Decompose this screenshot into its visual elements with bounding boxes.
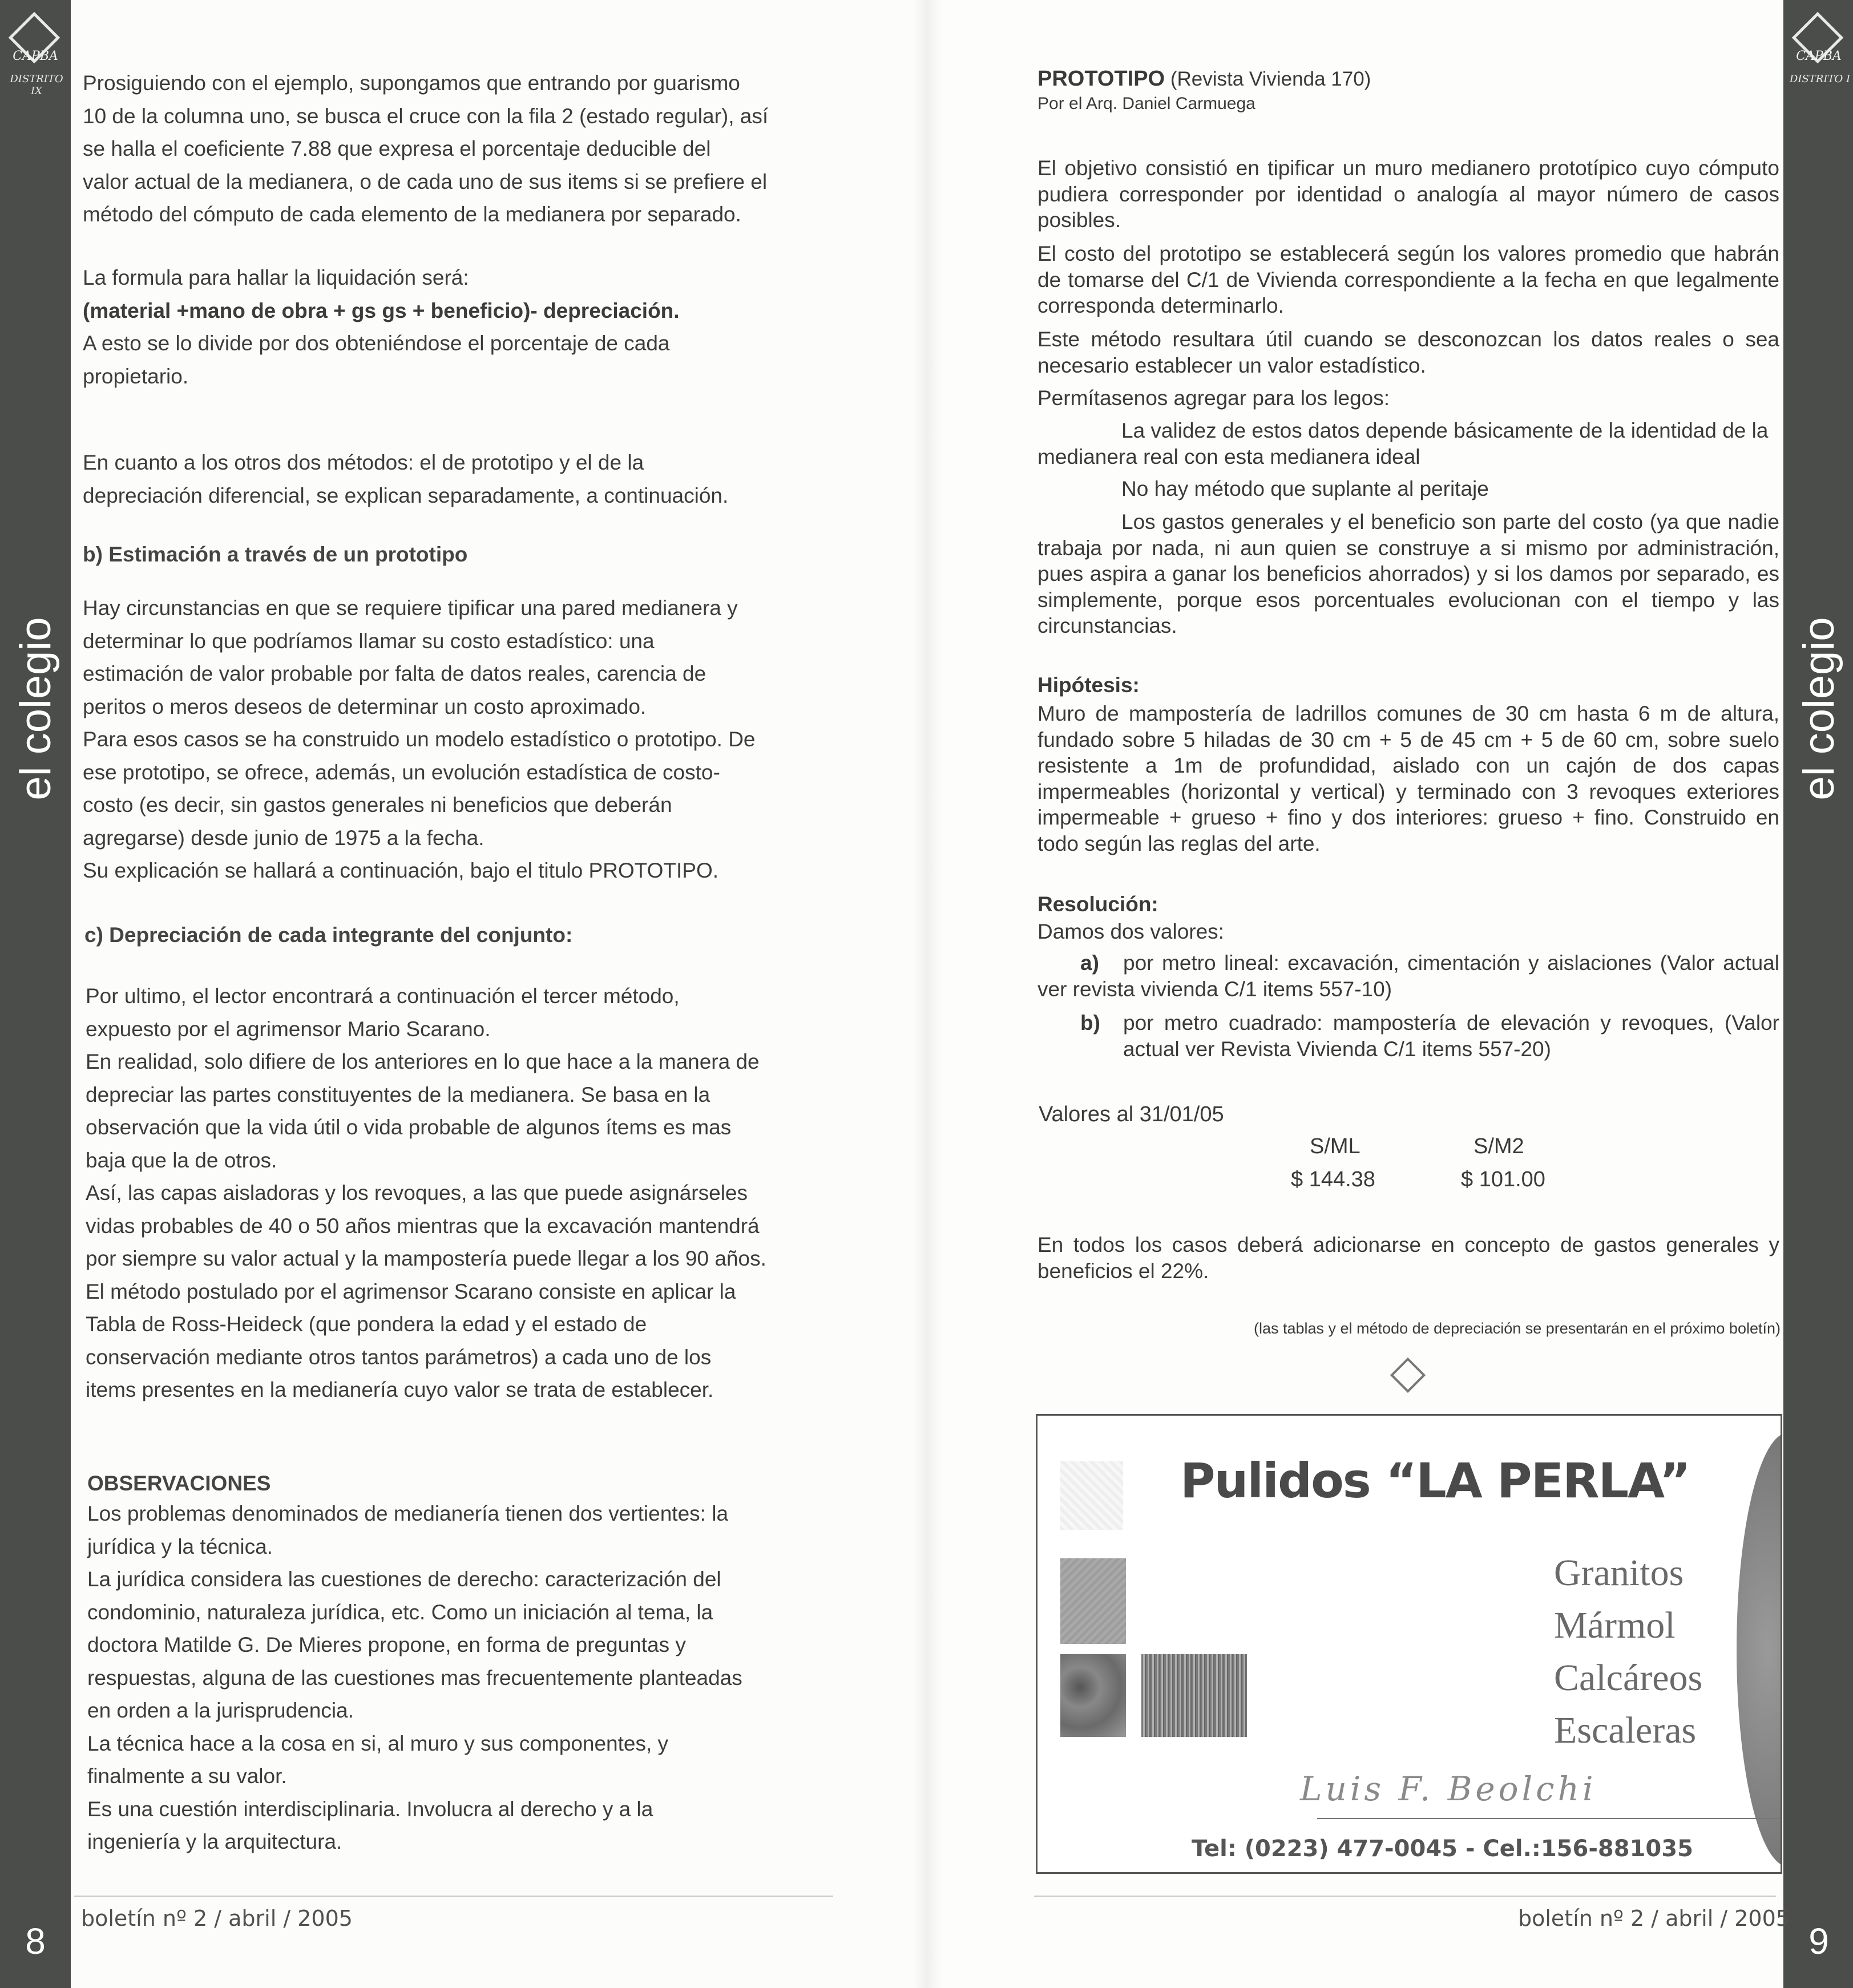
text-line: jurídica y la técnica. xyxy=(87,1534,273,1558)
text-line: valor actual de la medianera, o de cada uno de sus items si se prefiere el xyxy=(83,169,768,193)
text-line: depreciación diferencial, se explican separadamente, a continuación. xyxy=(83,483,729,507)
text-line: finalmente a su valor. xyxy=(87,1764,287,1788)
granite-swatch-4 xyxy=(1141,1654,1247,1737)
prototipo-title: PROTOTIPO xyxy=(1037,67,1165,91)
right-sidebar xyxy=(1783,0,1853,1988)
text-line: items presentes en la medianería cuyo valor se trata de establecer. xyxy=(86,1378,714,1401)
item-b-text: por metro cuadrado: mampostería de elevación y revoques, (Valor actual ver Revista Vivienda C/1 items 557-20) xyxy=(1123,1011,1779,1061)
prototipo-p5: La validez de estos datos depende básicamente de la identidad de la medianera real con esta medianera ideal xyxy=(1037,419,1769,468)
text-line: En realidad, solo difiere de los anteriores en lo que hace a la manera de xyxy=(86,1050,760,1073)
col-sml-head: S/ML xyxy=(1310,1134,1361,1158)
text-line: Tabla de Ross-Heideck (que pondera la edad y el estado de xyxy=(86,1312,647,1336)
left-sidebar xyxy=(0,0,71,1988)
product-item: Mármol xyxy=(1554,1605,1676,1646)
granite-swatch-2 xyxy=(1060,1558,1126,1644)
page-gutter xyxy=(913,0,942,1988)
text-line: conservación mediante otros tantos parámetros) a cada uno de los xyxy=(86,1345,712,1369)
signature-line xyxy=(1317,1818,1779,1819)
text-line: Prosiguiendo con el ejemplo, supongamos que entrando por guarismo xyxy=(83,71,740,95)
left-paragraph-5 xyxy=(86,980,823,1407)
text-line: condominio, naturaleza jurídica, etc. Como un iniciación al tema, la xyxy=(87,1600,713,1624)
text-line: peritos o meros deseos de determinar un costo aproximado. xyxy=(83,694,647,718)
prototipo-ref: (Revista Vivienda 170) xyxy=(1165,68,1371,90)
item-a-label: a) xyxy=(1080,951,1099,975)
note: (las tablas y el método de depreciación se presentarán en el próximo boletín) xyxy=(1253,1320,1781,1337)
heading-c: c) Depreciación de cada integrante del conjunto: xyxy=(84,923,573,947)
text-line: en orden a la jurisprudencia. xyxy=(87,1699,354,1722)
product-item: Escaleras xyxy=(1554,1710,1697,1751)
capba-logo xyxy=(1788,16,1850,84)
text-line: La jurídica considera las cuestiones de derecho: caracterización del xyxy=(87,1567,721,1591)
text-line: respuestas, alguna de las cuestiones mas frecuentemente planteadas xyxy=(87,1666,742,1690)
marble-swatch-3 xyxy=(1060,1654,1126,1737)
logo-abbr: CAPBA xyxy=(1796,49,1842,63)
logo-abbr: CAPBA xyxy=(13,49,58,63)
page-number: 8 xyxy=(25,1921,46,1962)
prototipo-header xyxy=(1037,66,1779,115)
col-sm2-value: $ 101.00 xyxy=(1461,1167,1545,1191)
prototipo-p4: Permítasenos agregar para los legos: xyxy=(1037,386,1390,410)
text-line: determinar lo que podríamos llamar su costo estadístico: una xyxy=(83,629,655,653)
col-sm2-head: S/M2 xyxy=(1473,1134,1524,1158)
final-paragraph: En todos los casos deberá adicionarse en concepto de gastos generales y beneficios el 22%. xyxy=(1037,1233,1779,1283)
text-line: Así, las capas aisladoras y los revoques, a las que puede asignárseles xyxy=(86,1181,748,1205)
moon-image xyxy=(1737,1433,1782,1866)
hipotesis-text: Muro de mampostería de ladrillos comunes de 30 cm hasta 6 m de altura, fundado sobre 5 hiladas de 30 cm + 5 de 45 cm + 5 de 60 cm, sobre suelo resistente a 1m de profundidad, aislado con un cajón de dos capas impermeables (horizontal y vertical) y terminado con 3 revoques exteriores impermeable + grueso + fino y dos interiores: grueso + fino. Construido en todo según las reglas del arte. xyxy=(1037,702,1779,855)
prototipo-p7: Los gastos generales y el beneficio son parte del costo (ya que nadie trabaja por nada, ni aun quien se construye a si mismo por administración, pues aspira a ganar los beneficios ahorrados) y si los damos por separado, es simplemente, porque esos porcentuales evolucionan con el tiempo y las circunstancias. xyxy=(1037,510,1779,637)
text-line: Su explicación se hallará a continuación, bajo el titulo PROTOTIPO. xyxy=(83,859,719,882)
footer-rule-right xyxy=(1034,1896,1776,1897)
ad-signature: Luis F. Beolchi xyxy=(1300,1769,1597,1808)
left-paragraph-3 xyxy=(83,446,822,512)
text-line: costo (es decir, sin gastos generales ni beneficios que deberán xyxy=(83,793,672,817)
page-number: 9 xyxy=(1808,1921,1829,1962)
text-line: por siempre su valor actual y la mampostería puede llegar a los 90 años. xyxy=(86,1247,766,1270)
formula-intro: La formula para hallar la liquidación será: xyxy=(83,266,469,289)
text-line: 10 de la columna uno, se busca el cruce con la fila 2 (estado regular), así xyxy=(83,104,769,128)
text-line: ingeniería y la arquitectura. xyxy=(87,1830,342,1853)
item-a-text: por metro lineal: excavación, cimentación y aislaciones (Valor actual ver revista vivienda C/1 items 557-10) xyxy=(1037,951,1779,1001)
text-line: observación que la vida útil o vida probable de algunos ítems es mas xyxy=(86,1116,732,1139)
valores-label: Valores al 31/01/05 xyxy=(1039,1102,1224,1126)
footer-rule-left xyxy=(74,1896,833,1897)
ad-phone: Tel: (0223) 477-0045 - Cel.:156-881035 xyxy=(1192,1836,1693,1862)
text-line: Los problemas denominados de medianería tienen dos vertientes: la xyxy=(87,1502,729,1525)
formula-block xyxy=(83,261,822,393)
heading-hipotesis: Hipótesis: xyxy=(1037,673,1140,697)
prototipo-p1: El objetivo consistió en tipificar un muro medianero prototípico cuyo cómputo pudiera corresponder por identidad o analogía al mayor número de casos posibles. xyxy=(1037,156,1779,232)
ad-title: Pulidos “LA PERLA” xyxy=(1180,1453,1690,1509)
marble-swatch-1 xyxy=(1060,1461,1123,1530)
text-line: propietario. xyxy=(83,364,189,388)
footer-right: boletín nº 2 / abril / 2005 xyxy=(1518,1906,1790,1931)
product-item: Granitos xyxy=(1554,1552,1684,1594)
text-line: depreciar las partes constituyentes de la medianera. Se basa en la xyxy=(86,1082,710,1106)
col-sml-value: $ 144.38 xyxy=(1291,1167,1375,1191)
text-line: La técnica hace a la cosa en si, al muro y sus componentes, y xyxy=(87,1731,669,1755)
text-line: baja que la de otros. xyxy=(86,1148,277,1172)
prototipo-p3: Este método resultara útil cuando se desconozcan los datos reales o sea necesario establecer un valor estadístico. xyxy=(1037,328,1779,377)
footer-left: boletín nº 2 / abril / 2005 xyxy=(81,1906,353,1931)
text-line: se halla el coeficiente 7.88 que expresa el porcentaje deducible del xyxy=(83,137,711,160)
text-line: expuesto por el agrimensor Mario Scarano. xyxy=(86,1017,491,1041)
byline: Por el Arq. Daniel Carmuega xyxy=(1037,94,1255,113)
text-line: estimación de valor probable por falta de datos reales, carencia de xyxy=(83,662,707,685)
left-paragraph-6 xyxy=(87,1497,823,1858)
formula: (material +mano de obra + gs gs + beneficio)- depreciación. xyxy=(83,298,680,322)
section-title-vertical: el colegio xyxy=(1795,617,1843,801)
text-line: En cuanto a los otros dos métodos: el de prototipo y el de la xyxy=(83,451,644,474)
text-line: doctora Matilde G. De Mieres propone, en forma de preguntas y xyxy=(87,1633,686,1656)
text-line: agregarse) desde junio de 1975 a la fecha. xyxy=(83,826,485,850)
advertisement xyxy=(1036,1414,1782,1874)
heading-resolucion: Resolución: xyxy=(1037,892,1158,916)
logo-district: DISTRITO I xyxy=(1789,73,1851,85)
text-line: ese prototipo, se ofrece, además, un evolución estadística de costo- xyxy=(83,760,720,784)
item-b-label: b) xyxy=(1080,1011,1100,1035)
capba-logo xyxy=(5,16,66,97)
text-line: A esto se lo divide por dos obteniéndose el porcentaje de cada xyxy=(83,332,670,355)
prototipo-p2: El costo del prototipo se establecerá según los valores promedio que habrán de tomarse del C/1 de Vivienda correspondiente a la fecha en que legalmente corresponda determinarlo. xyxy=(1037,242,1779,317)
text-line: Hay circunstancias en que se requiere tipificar una pared medianera y xyxy=(83,596,738,620)
heading-b: b) Estimación a través de un prototipo xyxy=(83,543,468,566)
product-item: Calcáreos xyxy=(1554,1657,1703,1699)
text-line: El método postulado por el agrimensor Scarano consiste en aplicar la xyxy=(86,1279,736,1303)
left-paragraph-4 xyxy=(83,592,822,887)
ad-products xyxy=(1554,1547,1702,1757)
section-title-vertical: el colegio xyxy=(11,617,60,801)
text-line: método del cómputo de cada elemento de la medianera por separado. xyxy=(83,203,741,226)
text-line: vidas probables de 40 o 50 años mientras que la excavación mantendrá xyxy=(86,1214,760,1238)
resolucion-intro: Damos dos valores: xyxy=(1037,920,1224,943)
text-line: Es una cuestión interdisciplinaria. Involucra al derecho y a la xyxy=(87,1797,653,1821)
heading-observaciones: OBSERVACIONES xyxy=(87,1472,271,1495)
text-line: Por ultimo, el lector encontrará a continuación el tercer método, xyxy=(86,984,680,1008)
prototipo-p6: No hay método que suplante al peritaje xyxy=(1121,477,1489,500)
logo-district: DISTRITO IX xyxy=(10,73,63,97)
text-line: Para esos casos se ha construido un modelo estadístico o prototipo. De xyxy=(83,728,756,751)
left-paragraph-1 xyxy=(83,67,822,231)
